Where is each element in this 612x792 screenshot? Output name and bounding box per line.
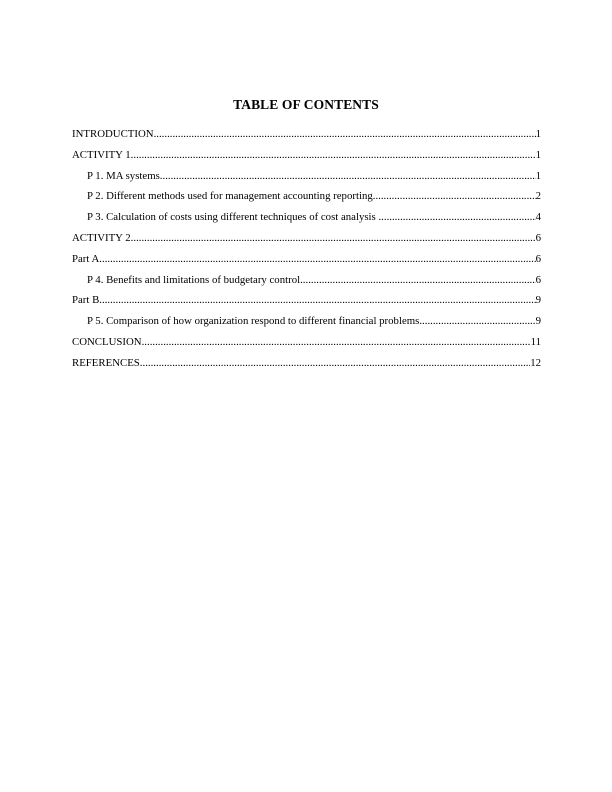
toc-entry-text: Part A	[72, 252, 100, 265]
toc-page-number: 12	[530, 356, 541, 369]
toc-page-number: 2	[535, 190, 541, 203]
toc-entry-activity-1[interactable]	[72, 148, 541, 169]
toc-entry-text: CONCLUSION	[72, 335, 142, 348]
toc-entry-p2[interactable]	[72, 189, 541, 210]
dot-leader	[160, 169, 536, 183]
toc-page-number: 6	[535, 252, 541, 265]
toc-page-number: 9	[535, 294, 541, 307]
dot-leader	[99, 252, 535, 266]
toc-entry-text: ACTIVITY 2	[72, 231, 131, 244]
toc-entry-p1[interactable]	[72, 169, 541, 190]
toc-page-number: 6	[535, 231, 541, 244]
toc-page-number: 1	[535, 128, 541, 140]
toc-entry-text: Part B	[72, 294, 100, 307]
toc-list	[72, 127, 541, 377]
dot-leader	[154, 127, 536, 141]
toc-title: TABLE OF CONTENTS	[233, 97, 379, 112]
toc-entry-p3[interactable]	[72, 210, 541, 231]
toc-entry-conclusion[interactable]	[72, 335, 541, 356]
toc-page-number: 9	[535, 315, 541, 328]
toc-entry-p4[interactable]	[72, 273, 541, 294]
toc-entry-text: INTRODUCTION	[72, 128, 154, 140]
toc-page-number: 11	[530, 335, 541, 348]
toc-page-number: 1	[535, 148, 541, 161]
toc-page-number: 4	[535, 211, 541, 224]
toc-entry-references[interactable]	[72, 356, 541, 377]
dot-leader	[99, 293, 535, 307]
dot-leader	[131, 148, 536, 162]
dot-leader	[373, 189, 536, 203]
toc-entry-part-a[interactable]	[72, 252, 541, 273]
toc-entry-p5[interactable]	[72, 314, 541, 335]
dot-leader	[142, 335, 531, 349]
toc-entry-text: P 1. MA systems	[87, 169, 160, 182]
dot-leader	[140, 356, 530, 370]
dot-leader	[378, 210, 535, 224]
toc-entry-text: P 3. Calculation of costs using different techniques of cost analysis	[87, 211, 379, 224]
dot-leader	[131, 231, 536, 245]
dot-leader	[300, 273, 535, 287]
toc-entry-text: P 2. Different methods used for management accounting reporting	[87, 190, 373, 203]
toc-entry-text: P 4. Benefits and limitations of budgetary control	[87, 273, 301, 286]
toc-entry-text: REFERENCES	[72, 356, 140, 369]
toc-entry-introduction[interactable]	[72, 127, 541, 148]
toc-entry-text: ACTIVITY 1	[72, 148, 131, 161]
toc-page-number: 1	[535, 169, 541, 182]
toc-entry-activity-2[interactable]	[72, 231, 541, 252]
toc-entry-part-b[interactable]	[72, 293, 541, 314]
toc-page-number: 6	[535, 273, 541, 286]
toc-entry-text: P 5. Comparison of how organization respond to different financial problems	[87, 315, 420, 328]
dot-leader	[419, 314, 535, 328]
